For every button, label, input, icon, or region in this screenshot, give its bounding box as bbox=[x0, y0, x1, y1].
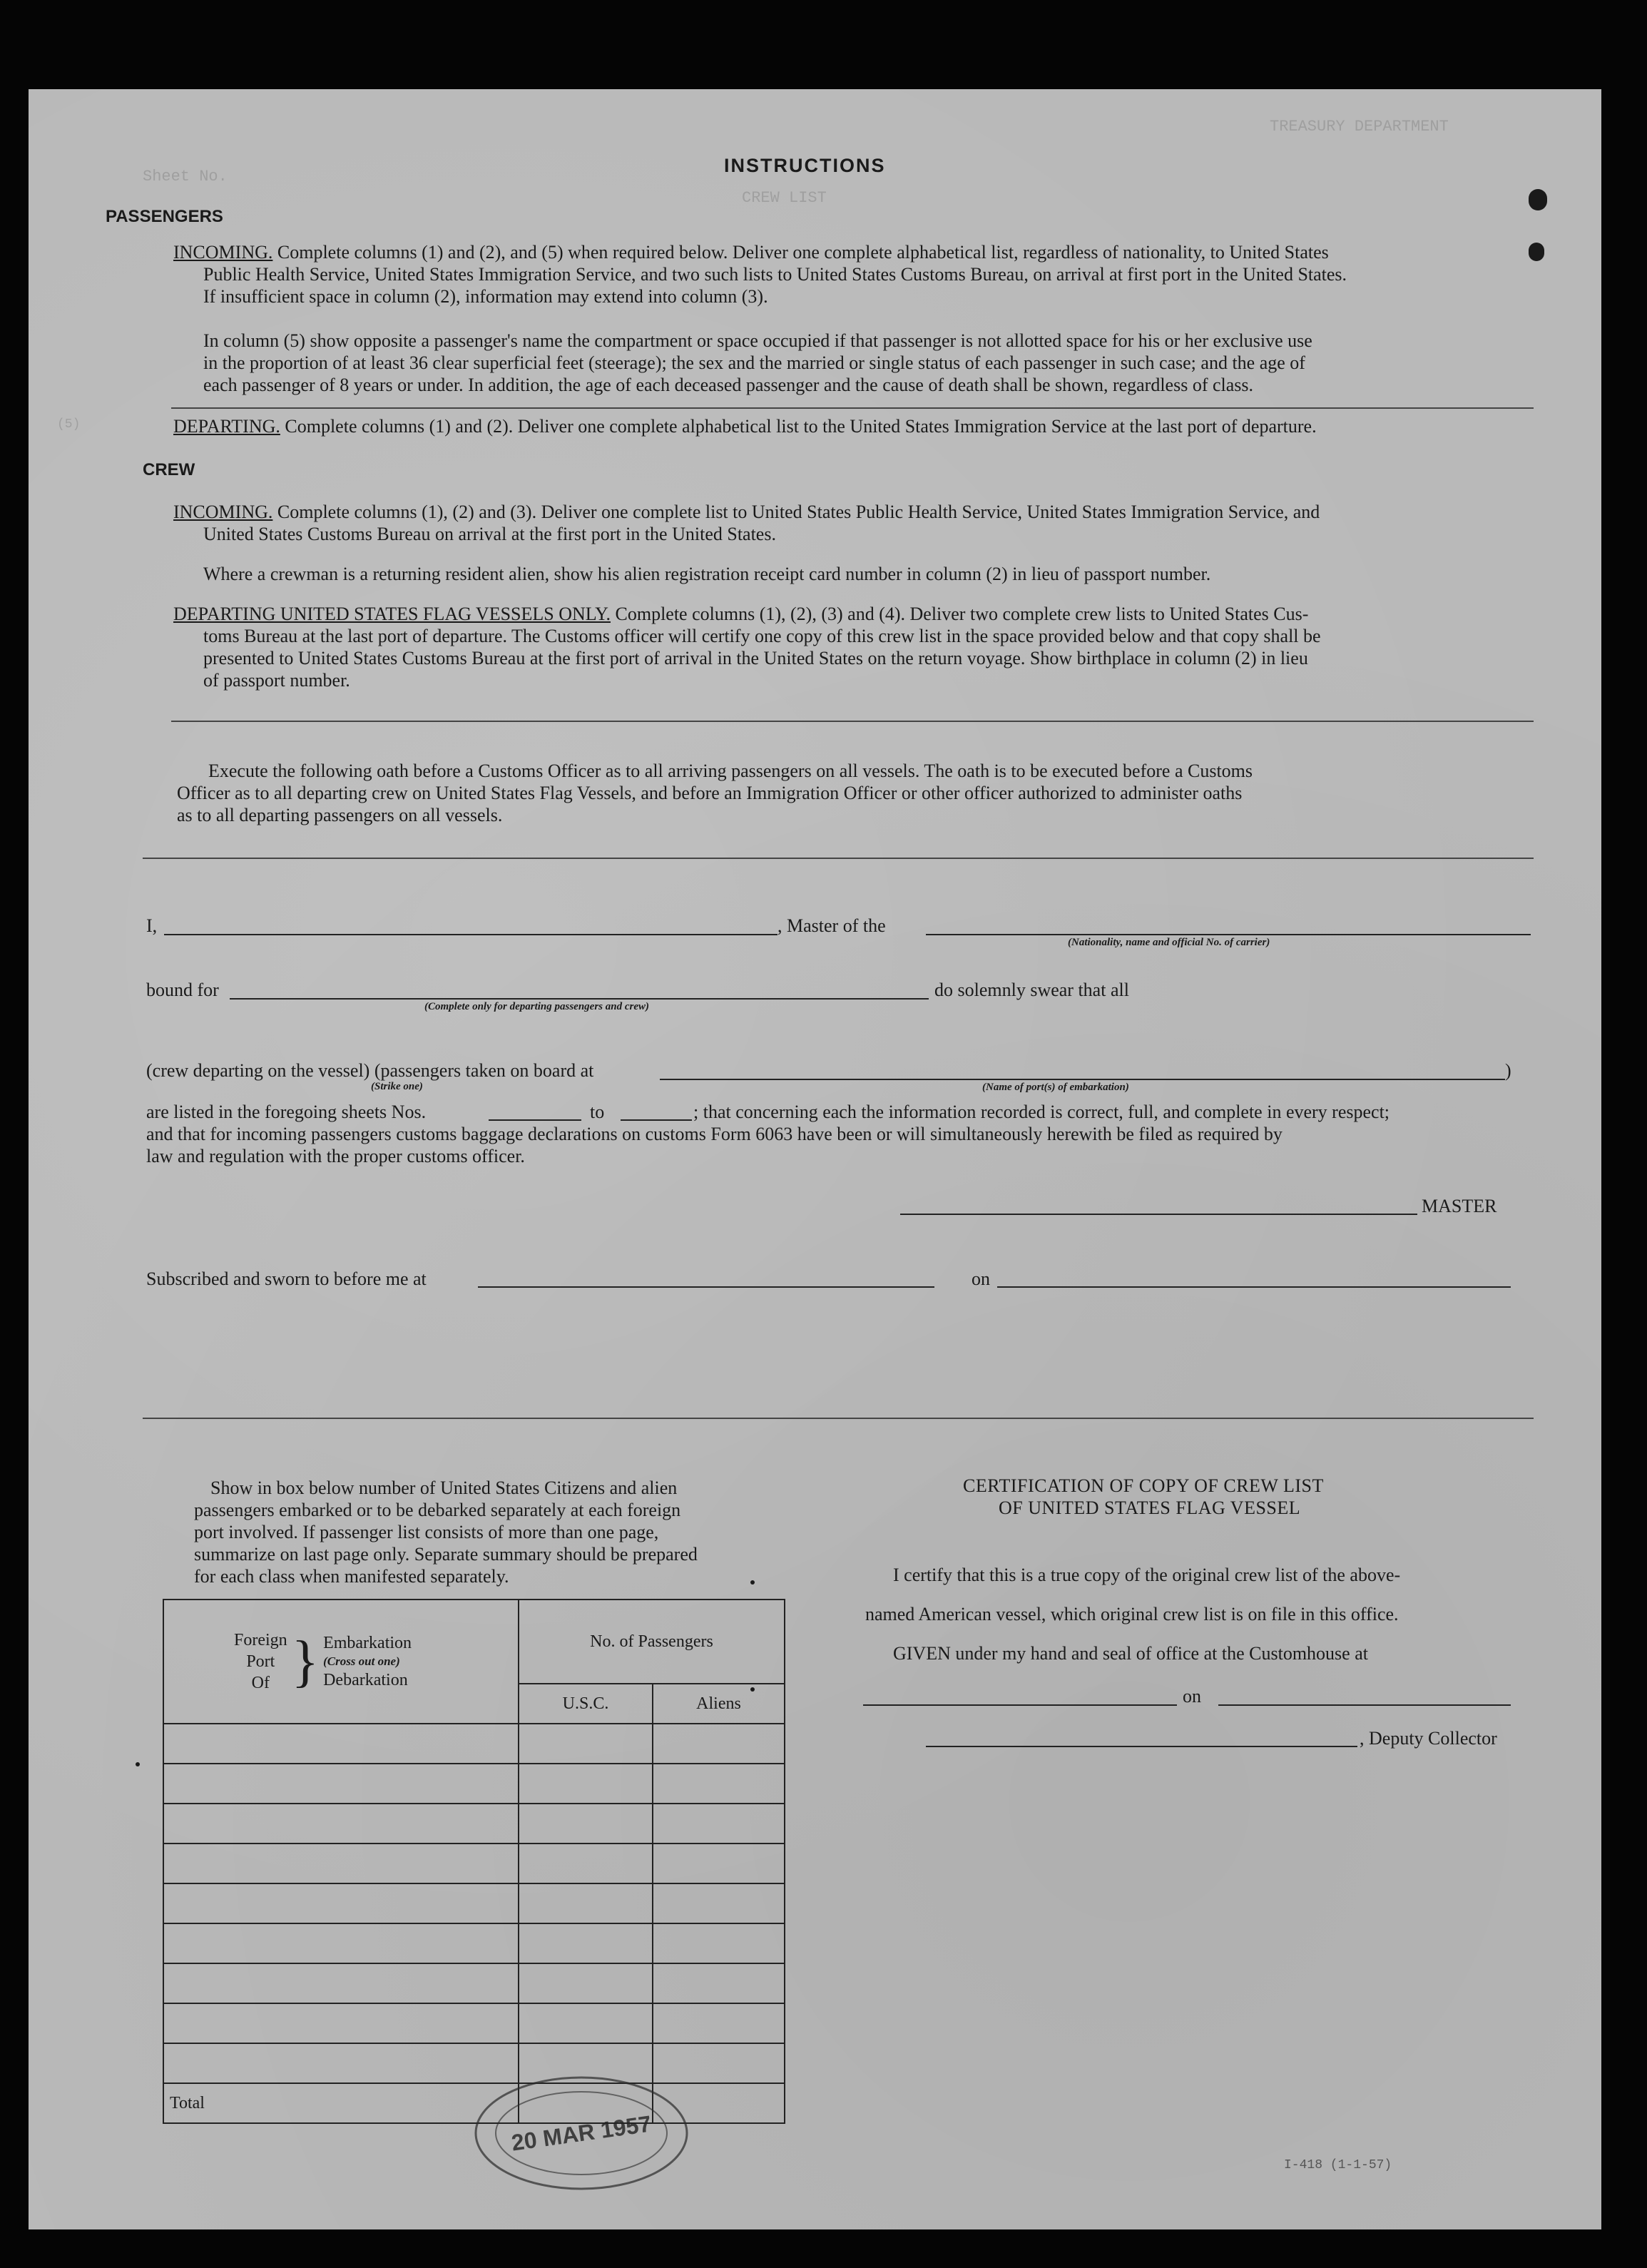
passengers-heading: PASSENGERS bbox=[106, 207, 223, 226]
passengers-incoming-line-2: Public Health Service, United States Immigration Service, and two such lists to United States Customs Bureau, on arrival at first port in the United States. bbox=[203, 264, 1347, 285]
oath-intro-line-1: Execute the following oath before a Customs Officer as to all arriving passengers on all vessels. The oath is to be executed before a Customs bbox=[208, 761, 1253, 781]
punch-hole-icon bbox=[1529, 243, 1544, 261]
crew-incoming-label: INCOMING. bbox=[173, 502, 273, 522]
sheets-to-label: to bbox=[590, 1102, 605, 1122]
swear-text: do solemnly swear that all bbox=[934, 980, 1129, 1000]
subscribed-on-label: on bbox=[972, 1268, 990, 1289]
table-row[interactable] bbox=[163, 1844, 785, 1883]
crew-heading: CREW bbox=[143, 460, 195, 479]
oath-i-label: I, bbox=[146, 915, 158, 936]
crew-departing-line-4: of passport number. bbox=[203, 670, 350, 691]
crew-incoming-block bbox=[173, 501, 1529, 523]
passengers-departing-label: DEPARTING. bbox=[173, 416, 280, 437]
port-label bbox=[234, 1629, 287, 1694]
ghost-sheet-no: Sheet No. bbox=[143, 168, 228, 185]
summary-intro-line-5: for each class when manifested separately. bbox=[194, 1566, 509, 1587]
summary-intro-line-1: Show in box below number of United States Citizens and alien bbox=[210, 1478, 678, 1498]
deputy-collector-label: , Deputy Collector bbox=[1360, 1728, 1497, 1749]
close-paren: ) bbox=[1505, 1060, 1511, 1081]
debarkation-label: Debarkation bbox=[323, 1671, 408, 1689]
bound-for-field[interactable] bbox=[230, 998, 929, 1000]
passengers-departing-text: Complete columns (1) and (2). Deliver one complete alphabetical list to the United States Immigration Service at the last port of departure. bbox=[285, 416, 1317, 437]
section-divider bbox=[143, 858, 1534, 859]
punch-hole-icon bbox=[1529, 189, 1547, 210]
passengers-incoming-label: INCOMING. bbox=[173, 242, 273, 263]
table-row[interactable] bbox=[163, 1804, 785, 1844]
carrier-field[interactable] bbox=[926, 934, 1531, 935]
subscribed-place-field[interactable] bbox=[478, 1286, 934, 1288]
foreign-label: Foreign bbox=[234, 1631, 287, 1649]
stamp-date: 20 MAR 1957 bbox=[509, 2110, 653, 2156]
sheets-line-3: law and regulation with the proper customs officer. bbox=[146, 1146, 525, 1166]
ports-note: (Name of port(s) of embarkation) bbox=[982, 1082, 1129, 1093]
certification-title-2: OF UNITED STATES FLAG VESSEL bbox=[999, 1497, 1301, 1518]
column5-line-2: in the proportion of at least 36 clear superficial feet (steerage); the sex and the married or single status of each passenger in such case; and the age of bbox=[203, 352, 1305, 373]
carrier-note: (Nationality, name and official No. of carrier) bbox=[1068, 937, 1270, 948]
ink-dot-icon bbox=[136, 1762, 140, 1766]
summary-intro-line-3: port involved. If passenger list consists of more than one page, bbox=[194, 1522, 659, 1542]
table-row[interactable] bbox=[163, 1724, 785, 1764]
column5-line-3: each passenger of 8 years or under. In addition, the age of each deceased passenger and the cause of death shall be shown, regardless of class. bbox=[203, 375, 1254, 395]
certification-title-1: CERTIFICATION OF COPY OF CREW LIST bbox=[963, 1475, 1324, 1496]
strike-one-note: (Strike one) bbox=[371, 1081, 423, 1092]
port-word: Port bbox=[246, 1652, 275, 1671]
embarkation-ports-field[interactable] bbox=[660, 1079, 1505, 1080]
table-row[interactable] bbox=[163, 2003, 785, 2043]
passengers-incoming-line-1: Complete columns (1) and (2), and (5) when required below. Deliver one complete alphabetical list, regardless of nationality, to United States bbox=[277, 242, 1329, 263]
crew-departing-block bbox=[173, 603, 1529, 625]
crew-departing-strike: (crew departing on the vessel) (passengers taken on board at bbox=[146, 1060, 594, 1081]
master-name-field[interactable] bbox=[164, 934, 777, 935]
embarkation-label: Embarkation bbox=[323, 1634, 412, 1652]
aliens-header: Aliens bbox=[653, 1684, 785, 1724]
crew-departing-line-1: Complete columns (1), (2), (3) and (4). Deliver two complete crew lists to United States Cus- bbox=[615, 604, 1309, 624]
port-header-cell bbox=[163, 1600, 519, 1724]
master-label: MASTER bbox=[1422, 1196, 1497, 1216]
crew-departing-line-3: presented to United States Customs Bureau at the first port of arrival in the United States on the return voyage. Show birthplace in column (2) in lieu bbox=[203, 648, 1308, 668]
master-signature-field[interactable] bbox=[900, 1214, 1417, 1215]
oath-intro-line-2: Officer as to all departing crew on United States Flag Vessels, and before an Immigration Officer or other officer authorized to administer oaths bbox=[177, 783, 1243, 803]
section-divider bbox=[143, 1418, 1534, 1419]
crewman-line: Where a crewman is a returning resident alien, show his alien registration receipt card number in column (2) in lieu of passport number. bbox=[203, 564, 1211, 584]
section-divider bbox=[171, 407, 1534, 409]
passengers-departing-block bbox=[173, 415, 1529, 437]
table-row[interactable] bbox=[163, 1923, 785, 1963]
bound-for-label: bound for bbox=[146, 980, 219, 1000]
summary-intro-line-4: summarize on last page only. Separate summary should be prepared bbox=[194, 1544, 698, 1565]
sheets-from-field[interactable] bbox=[489, 1119, 581, 1121]
certification-line-3: GIVEN under my hand and seal of office at the Customhouse at bbox=[893, 1643, 1368, 1664]
form-number: I-418 (1-1-57) bbox=[1284, 2158, 1392, 2172]
table-row[interactable] bbox=[163, 1963, 785, 2003]
ghost-crew-list: CREW LIST bbox=[742, 189, 827, 207]
of-word: Of bbox=[251, 1674, 270, 1692]
summary-intro-line-2: passengers embarked or to be debarked separately at each foreign bbox=[194, 1500, 681, 1520]
subscribed-date-field[interactable] bbox=[997, 1286, 1511, 1288]
ghost-col-note: (5) bbox=[57, 417, 81, 432]
column5-line-1: In column (5) show opposite a passenger's name the compartment or space occupied if that passenger is not allotted space for his or her exclusive use bbox=[203, 330, 1312, 351]
certification-on-label: on bbox=[1183, 1686, 1201, 1707]
certification-line-1: I certify that this is a true copy of the original crew list of the above- bbox=[893, 1565, 1401, 1585]
master-of-label: , Master of the bbox=[777, 915, 886, 936]
crew-incoming-line-1: Complete columns (1), (2) and (3). Deliver one complete list to United States Public Health Service, United States Immigration Service, and bbox=[277, 502, 1320, 522]
passengers-incoming-line-3: If insufficient space in column (2), information may extend into column (3). bbox=[203, 286, 768, 307]
table-row[interactable] bbox=[163, 1764, 785, 1804]
oath-intro-line-3: as to all departing passengers on all vessels. bbox=[177, 805, 503, 825]
sheets-label: are listed in the foregoing sheets Nos. bbox=[146, 1102, 427, 1122]
ghost-header-text: TREASURY DEPARTMENT bbox=[1270, 118, 1449, 136]
passenger-summary-table bbox=[163, 1599, 785, 2124]
sheets-text: ; that concerning each the information recorded is correct, full, and complete in every respect; bbox=[693, 1102, 1390, 1122]
section-divider bbox=[171, 721, 1534, 722]
bound-for-note: (Complete only for departing passengers and crew) bbox=[424, 1001, 649, 1012]
ink-dot-icon bbox=[750, 1580, 755, 1585]
deputy-collector-field[interactable] bbox=[926, 1746, 1357, 1747]
no-of-passengers-header: No. of Passengers bbox=[519, 1600, 785, 1684]
cross-out-note: (Cross out one) bbox=[323, 1654, 400, 1668]
stamp-seal-icon bbox=[471, 2073, 692, 2194]
crew-incoming-line-2: United States Customs Bureau on arrival at the first port in the United States. bbox=[203, 524, 776, 544]
customhouse-field[interactable] bbox=[863, 1704, 1177, 1706]
brace-icon: } bbox=[291, 1630, 320, 1693]
sheets-to-field[interactable] bbox=[621, 1119, 692, 1121]
total-label: Total bbox=[163, 2083, 519, 2123]
usc-header: U.S.C. bbox=[519, 1684, 653, 1724]
passengers-incoming-block bbox=[173, 241, 1529, 263]
document-sheet bbox=[29, 89, 1601, 2229]
subscribed-label: Subscribed and sworn to before me at bbox=[146, 1268, 427, 1289]
certification-date-field[interactable] bbox=[1218, 1704, 1511, 1706]
sheets-line-2: and that for incoming passengers customs baggage declarations on customs Form 6063 have been or will simultaneously herewith be filed as required by bbox=[146, 1124, 1283, 1144]
emb-deb-label bbox=[323, 1632, 412, 1691]
crew-departing-label: DEPARTING UNITED STATES FLAG VESSELS ONLY. bbox=[173, 604, 611, 624]
page-title: INSTRUCTIONS bbox=[724, 155, 886, 176]
crew-departing-line-2: toms Bureau at the last port of departure. The Customs officer will certify one copy of this crew list in the space provided below and that copy shall be bbox=[203, 626, 1321, 646]
certification-line-2: named American vessel, which original crew list is on file in this office. bbox=[865, 1604, 1399, 1624]
table-row[interactable] bbox=[163, 1883, 785, 1923]
ink-dot-icon bbox=[750, 1687, 755, 1692]
